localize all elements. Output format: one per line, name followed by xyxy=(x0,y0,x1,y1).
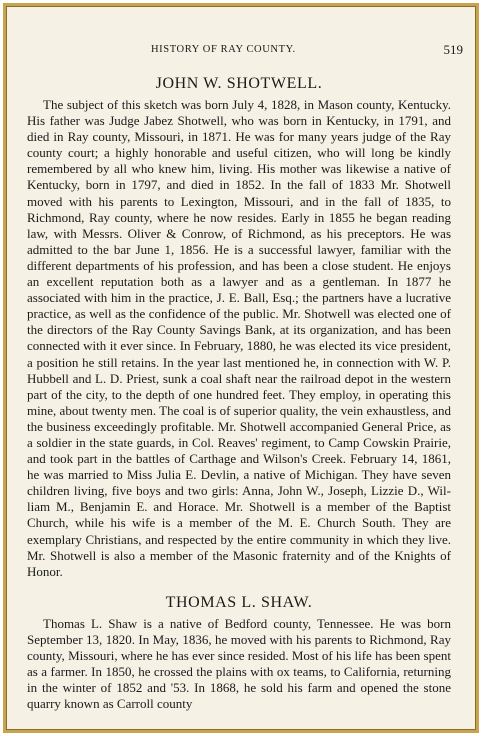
running-head xyxy=(27,20,463,57)
article-heading-shotwell: JOHN W. SHOTWELL. xyxy=(155,75,323,92)
article-body-shaw: Thomas L. Shaw is a native of Bedford county, Tennessee. He was born September 13, 1820. In May, 1836, he moved with his parents to Richmond, Ray county, Missouri, where he has ever since resided. Most of his life has been spent as a farmer. In 1850, he crossed the plains with ox teams, to California, returning in the winter of 1852 and '53. In 1868, he sold his farm and opened the stone quarry known as Carroll county xyxy=(27,615,451,712)
running-title: HISTORY OF RAY COUNTY. xyxy=(151,44,296,55)
article-heading-shaw: THOMAS L. SHAW. xyxy=(165,593,313,611)
article-body-shotwell: The subject of this sketch was born July 4, 1828, in Mason county, Kentucky. His father was Judge Jabez Shotwell, who was born in Kentucky, in 1791, and died in Ray county, Missouri, in 1871. He was for many years judge of the Ray county court; a highly honorable and useful citizen, who will long be kindly remembered by all who knew him, living. His mother was likewise a native of Kentucky, born in 1797, and died in 1852. In the fall of 1833 Mr. Shotwell moved with his parents to Lexington, Missouri, and in the fall of 1835, to Richmond, Ray county, where he now resides. Early in 1855 he began reading law, with Messrs. Oliver & Conrow, of Richmond, as his preceptors. He was admitted to the bar June 1, 1856. He is a successful lawyer, familiar with the different departments of his profession, and has been a close student. He enjoys an excellent reputation both as a lawyer and as a gentleman. In 1877 he associated with him in the practice, J. E. Ball, Esq.; the partners have a lucrative practice, as well as the confidence of the public. Mr. Shotwell was elected one of the directors of the Ray County Savings Bank, at its organization, and has been connected with it ever since. In February, 1880, he was elected its vice president, a position he still retains. In the year last mentioned he, in connection with W. P. Hubbell and L. D. Priest, sunk a coal shaft near the railroad depot in the western part of the city, to the depth of one hundred feet. They employ, in operating this mine, about twenty men. The coal is of superior quality, the vein exhaustless, and the business exceedingly profitable. Mr. Shotwell accompanied General Price, as a soldier in the state guards, in Col. Reaves' regiment, to Camp Cowskin Prairie, and took part in the battles of Carthage and Wilson's Creek. February 14, 1861, he was married to Miss Julia E. Devlin, a native of Michigan. They have seven children living, five boys and two girls: Anna, John W., Joseph, Lizzie D., William M., Benjamin E. and Horace. Mr. Shotwell is a member of the Baptist Church, while his wife is a member of the M. E. Church South. They are exemplary Christians, and respected by the entire community in which they live. Mr. Shotwell is also a member of the Masonic fraternity and of the Knights of Honor. xyxy=(27,97,451,579)
page-frame xyxy=(3,3,479,733)
book-page xyxy=(27,20,463,712)
page-number: 519 xyxy=(443,42,463,57)
